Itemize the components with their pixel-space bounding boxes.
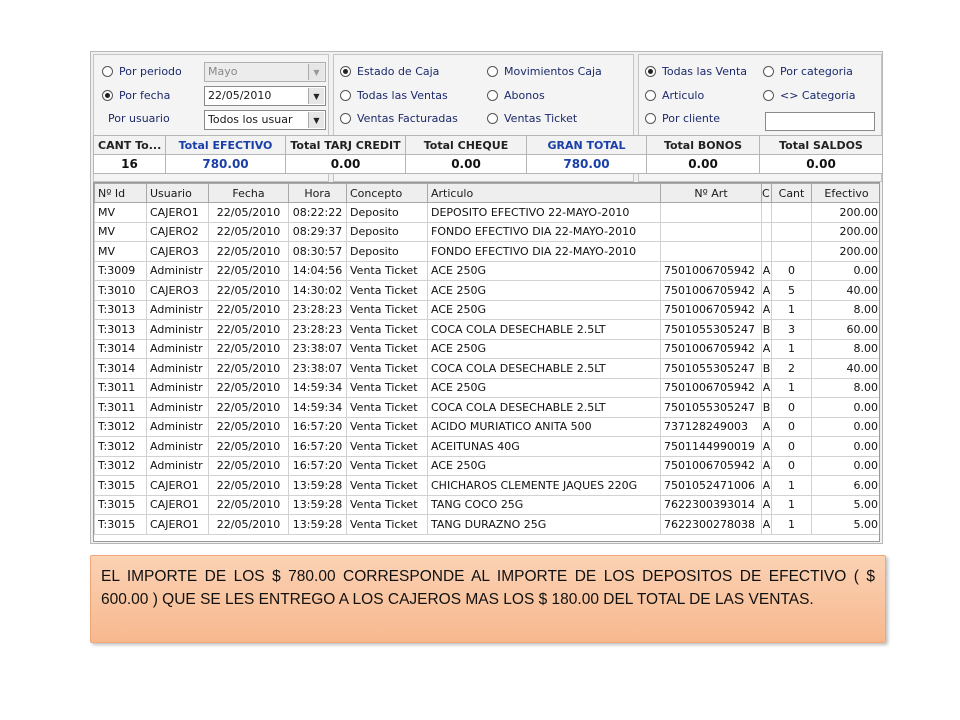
cell-c: B: [762, 359, 772, 379]
cell-id: T:3015: [95, 515, 147, 535]
cell-usuario: Administr: [147, 378, 209, 398]
cell-c: A: [762, 495, 772, 515]
cell-num-art: 7501006705942: [661, 339, 762, 359]
cell-id: MV: [95, 222, 147, 242]
cell-fecha: 22/05/2010: [209, 339, 289, 359]
cell-hora: 14:59:34: [289, 398, 347, 418]
col-header-cant[interactable]: Cant: [772, 184, 812, 203]
cell-cant: 1: [772, 339, 812, 359]
cell-cant: 1: [772, 495, 812, 515]
radio-circle-icon: [645, 113, 656, 124]
radio-circle-icon: [340, 90, 351, 101]
cell-hora: 13:59:28: [289, 515, 347, 535]
cell-cant: 0: [772, 417, 812, 437]
radio-ventas-ticket[interactable]: [487, 112, 577, 125]
radio-selected-icon: [340, 66, 351, 77]
cell-hora: 16:57:20: [289, 456, 347, 476]
total-tarjeta-value: 0.00: [286, 155, 406, 174]
grid-body: [95, 203, 881, 535]
radio-circle-icon: [487, 90, 498, 101]
cell-fecha: 22/05/2010: [209, 437, 289, 457]
radio-label: Por cliente: [662, 112, 720, 125]
cell-hora: 08:22:22: [289, 203, 347, 223]
cell-id: MV: [95, 203, 147, 223]
table-row[interactable]: [95, 515, 881, 535]
cell-c: A: [762, 339, 772, 359]
cell-efectivo: 8.00: [812, 378, 881, 398]
cell-articulo: COCA COLA DESECHABLE 2.5LT: [428, 359, 661, 379]
cell-efectivo: 60.00: [812, 320, 881, 340]
radio-label: Ventas Ticket: [504, 112, 578, 125]
cell-fecha: 22/05/2010: [209, 281, 289, 301]
cell-id: T:3010: [95, 281, 147, 301]
cell-hora: 16:57:20: [289, 417, 347, 437]
cell-concepto: Deposito: [347, 242, 428, 262]
cell-num-art: 7501055305247: [661, 320, 762, 340]
cell-cant: 1: [772, 515, 812, 535]
cell-hora: 08:29:37: [289, 222, 347, 242]
cell-cant: [772, 222, 812, 242]
cell-hora: 16:57:20: [289, 437, 347, 457]
cell-c: A: [762, 476, 772, 496]
radio-label: Por categoria: [780, 65, 853, 78]
cell-cant: [772, 203, 812, 223]
cell-articulo: CHICHAROS CLEMENTE JAQUES 220G: [428, 476, 661, 496]
radio-movimientos-caja[interactable]: [487, 65, 602, 78]
total-saldos-value: 0.00: [760, 155, 883, 174]
cell-fecha: 22/05/2010: [209, 515, 289, 535]
cell-articulo: COCA COLA DESECHABLE 2.5LT: [428, 398, 661, 418]
total-bonos-header: Total BONOS: [647, 136, 760, 155]
cell-id: MV: [95, 242, 147, 262]
cell-c: [762, 242, 772, 262]
cell-c: A: [762, 515, 772, 535]
cell-fecha: 22/05/2010: [209, 476, 289, 496]
cell-c: B: [762, 320, 772, 340]
gran-total-header: GRAN TOTAL: [527, 136, 647, 155]
col-header-id[interactable]: Nº Id: [95, 184, 147, 203]
radio-estado-caja[interactable]: [340, 65, 439, 78]
cell-num-art: 7501052471006: [661, 476, 762, 496]
cell-concepto: Venta Ticket: [347, 456, 428, 476]
col-header-articulo[interactable]: Articulo: [428, 184, 661, 203]
cell-efectivo: 0.00: [812, 417, 881, 437]
radio-todas-las-ventas[interactable]: [645, 65, 761, 78]
cell-hora: 14:30:02: [289, 281, 347, 301]
cell-usuario: CAJERO1: [147, 495, 209, 515]
cell-articulo: FONDO EFECTIVO DIA 22-MAYO-2010: [428, 242, 661, 262]
radio-label: Todas las Venta: [662, 65, 748, 78]
total-count-header: CANT To...: [94, 136, 166, 155]
total-efectivo-value: 780.00: [166, 155, 286, 174]
cell-fecha: 22/05/2010: [209, 495, 289, 515]
radio-todas-ventas[interactable]: [340, 89, 448, 102]
cell-c: A: [762, 437, 772, 457]
cell-fecha: 22/05/2010: [209, 320, 289, 340]
cell-fecha: 22/05/2010: [209, 261, 289, 281]
cell-num-art: 7501055305247: [661, 398, 762, 418]
radio-articulo[interactable]: [645, 89, 704, 102]
table-row[interactable]: [95, 281, 881, 301]
radio-circle-icon: [763, 90, 774, 101]
table-row[interactable]: [95, 476, 881, 496]
table-row[interactable]: [95, 242, 881, 262]
gran-total-value: 780.00: [527, 155, 647, 174]
cell-cant: [772, 242, 812, 262]
radio-circle-icon: [340, 113, 351, 124]
radio-circle-icon: [763, 66, 774, 77]
fecha-value: 22/05/2010: [208, 89, 272, 102]
cell-cant: 0: [772, 456, 812, 476]
table-row[interactable]: [95, 339, 881, 359]
cell-cant: 3: [772, 320, 812, 340]
chevron-down-icon[interactable]: ▼: [308, 64, 324, 80]
chevron-down-icon[interactable]: ▼: [308, 112, 324, 128]
cell-concepto: Venta Ticket: [347, 300, 428, 320]
cell-concepto: Venta Ticket: [347, 476, 428, 496]
cell-hora: 23:28:23: [289, 320, 347, 340]
radio-label: Ventas Facturadas: [357, 112, 458, 125]
cell-num-art: 7501006705942: [661, 300, 762, 320]
cell-concepto: Venta Ticket: [347, 437, 428, 457]
cell-usuario: Administr: [147, 437, 209, 457]
cell-efectivo: 0.00: [812, 456, 881, 476]
movements-grid[interactable]: [93, 182, 880, 542]
total-count-value: 16: [94, 155, 166, 174]
table-row[interactable]: [95, 320, 881, 340]
cell-concepto: Venta Ticket: [347, 261, 428, 281]
radio-label: Abonos: [504, 89, 545, 102]
total-efectivo-header: Total EFECTIVO: [166, 136, 286, 155]
cell-concepto: Venta Ticket: [347, 515, 428, 535]
cliente-input[interactable]: [765, 112, 875, 131]
cell-id: T:3013: [95, 320, 147, 340]
total-tarjeta-header: Total TARJ CREDIT: [286, 136, 406, 155]
radio-por-fecha[interactable]: [102, 89, 170, 102]
periodo-select[interactable]: [204, 62, 326, 82]
cell-usuario: Administr: [147, 456, 209, 476]
table-row[interactable]: [95, 398, 881, 418]
cell-id: T:3012: [95, 437, 147, 457]
cell-num-art: 7501006705942: [661, 281, 762, 301]
cell-hora: 14:04:56: [289, 261, 347, 281]
cell-usuario: Administr: [147, 398, 209, 418]
cell-fecha: 22/05/2010: [209, 300, 289, 320]
cell-c: [762, 222, 772, 242]
cell-fecha: 22/05/2010: [209, 359, 289, 379]
cell-num-art: 7501006705942: [661, 456, 762, 476]
table-row[interactable]: [95, 300, 881, 320]
cell-id: T:3011: [95, 378, 147, 398]
cell-concepto: Venta Ticket: [347, 339, 428, 359]
cell-articulo: TANG DURAZNO 25G: [428, 515, 661, 535]
cell-num-art: 7501055305247: [661, 359, 762, 379]
cell-articulo: ACE 250G: [428, 456, 661, 476]
cell-id: T:3013: [95, 300, 147, 320]
cell-hora: 14:59:34: [289, 378, 347, 398]
cell-efectivo: 6.00: [812, 476, 881, 496]
total-cheque-value: 0.00: [406, 155, 527, 174]
cell-cant: 1: [772, 378, 812, 398]
cell-cant: 0: [772, 398, 812, 418]
cell-c: A: [762, 261, 772, 281]
cell-usuario: CAJERO1: [147, 515, 209, 535]
cell-num-art: 7622300393014: [661, 495, 762, 515]
total-saldos-header: Total SALDOS: [760, 136, 883, 155]
cell-cant: 0: [772, 261, 812, 281]
cell-concepto: Venta Ticket: [347, 359, 428, 379]
cell-fecha: 22/05/2010: [209, 417, 289, 437]
cell-num-art: [661, 203, 762, 223]
radio-circle-icon: [487, 113, 498, 124]
cell-concepto: Deposito: [347, 203, 428, 223]
cell-num-art: 737128249003: [661, 417, 762, 437]
cell-concepto: Venta Ticket: [347, 417, 428, 437]
cell-articulo: TANG COCO 25G: [428, 495, 661, 515]
totals-summary: [93, 135, 882, 177]
radio-circle-icon: [102, 66, 113, 77]
radio-label: <> Categoria: [780, 89, 856, 102]
cell-cant: 1: [772, 300, 812, 320]
radio-label: Por fecha: [119, 89, 171, 102]
cell-cant: 5: [772, 281, 812, 301]
col-header-usuario[interactable]: Usuario: [147, 184, 209, 203]
cell-c: [762, 203, 772, 223]
cell-fecha: 22/05/2010: [209, 242, 289, 262]
cell-efectivo: 0.00: [812, 437, 881, 457]
cell-cant: 1: [772, 476, 812, 496]
cell-num-art: 7501144990019: [661, 437, 762, 457]
cell-id: T:3014: [95, 359, 147, 379]
cell-id: T:3015: [95, 495, 147, 515]
cell-usuario: CAJERO1: [147, 203, 209, 223]
cell-articulo: ACIDO MURIATICO ANITA 500: [428, 417, 661, 437]
table-row[interactable]: [95, 359, 881, 379]
radio-label: Todas las Ventas: [357, 89, 448, 102]
cell-articulo: ACE 250G: [428, 281, 661, 301]
fecha-select[interactable]: [204, 86, 326, 106]
cell-articulo: ACE 250G: [428, 300, 661, 320]
cell-num-art: [661, 242, 762, 262]
radio-circle-icon: [645, 90, 656, 101]
table-row[interactable]: [95, 437, 881, 457]
radio-selected-icon: [645, 66, 656, 77]
usuario-label-text: Por usuario: [108, 112, 170, 125]
total-cheque-header: Total CHEQUE: [406, 136, 527, 155]
cell-efectivo: 200.00: [812, 242, 881, 262]
periodo-value: Mayo: [208, 65, 238, 78]
cell-efectivo: 5.00: [812, 495, 881, 515]
chevron-down-icon[interactable]: ▼: [308, 88, 324, 104]
cell-efectivo: 0.00: [812, 261, 881, 281]
cell-usuario: Administr: [147, 261, 209, 281]
cell-cant: 0: [772, 437, 812, 457]
cash-report-window: [90, 51, 883, 544]
cell-concepto: Venta Ticket: [347, 378, 428, 398]
cell-id: T:3011: [95, 398, 147, 418]
col-header-concepto[interactable]: Concepto: [347, 184, 428, 203]
cell-articulo: ACE 250G: [428, 339, 661, 359]
cell-concepto: Venta Ticket: [347, 320, 428, 340]
table-row[interactable]: [95, 222, 881, 242]
cell-efectivo: 40.00: [812, 359, 881, 379]
cell-id: T:3009: [95, 261, 147, 281]
cell-fecha: 22/05/2010: [209, 222, 289, 242]
cell-hora: 23:38:07: [289, 339, 347, 359]
cell-cant: 2: [772, 359, 812, 379]
cell-c: A: [762, 281, 772, 301]
table-row[interactable]: [95, 456, 881, 476]
cell-c: A: [762, 300, 772, 320]
cell-efectivo: 8.00: [812, 339, 881, 359]
cell-num-art: 7501006705942: [661, 378, 762, 398]
col-header-num-art[interactable]: Nº Art: [661, 184, 762, 203]
radio-label: Movimientos Caja: [504, 65, 602, 78]
cell-efectivo: 8.00: [812, 300, 881, 320]
radio-abonos[interactable]: [487, 89, 545, 102]
grid-header-row: [95, 184, 881, 203]
cell-fecha: 22/05/2010: [209, 378, 289, 398]
cell-usuario: Administr: [147, 417, 209, 437]
table-row[interactable]: [95, 261, 881, 281]
cell-articulo: COCA COLA DESECHABLE 2.5LT: [428, 320, 661, 340]
radio-label: Estado de Caja: [357, 65, 440, 78]
cell-hora: 08:30:57: [289, 242, 347, 262]
cell-concepto: Venta Ticket: [347, 495, 428, 515]
radio-ventas-facturadas[interactable]: [340, 112, 458, 125]
table-row[interactable]: [95, 378, 881, 398]
cell-usuario: CAJERO3: [147, 242, 209, 262]
usuario-value: Todos los usuar: [208, 113, 293, 126]
explanation-note: EL IMPORTE DE LOS $ 780.00 CORRESPONDE AL IMPORTE DE LOS DEPOSITOS DE EFECTIVO ( $ 600.00 ) QUE SE LES ENTREGO A LOS CAJEROS MAS LOS $ 180.00 DEL TOTAL DE LAS VENTAS.: [90, 555, 886, 643]
cell-concepto: Deposito: [347, 222, 428, 242]
cell-c: A: [762, 417, 772, 437]
col-header-hora[interactable]: Hora: [289, 184, 347, 203]
radio-selected-icon: [102, 90, 113, 101]
cell-id: T:3014: [95, 339, 147, 359]
col-header-c[interactable]: C: [762, 184, 772, 203]
cell-c: A: [762, 378, 772, 398]
cell-concepto: Venta Ticket: [347, 398, 428, 418]
cell-id: T:3015: [95, 476, 147, 496]
cell-usuario: Administr: [147, 320, 209, 340]
cell-num-art: 7501006705942: [661, 261, 762, 281]
cell-usuario: Administr: [147, 300, 209, 320]
radio-por-cliente[interactable]: [645, 112, 720, 125]
usuario-select[interactable]: [204, 110, 326, 130]
cell-usuario: CAJERO3: [147, 281, 209, 301]
table-row[interactable]: [95, 203, 881, 223]
cell-articulo: ACE 250G: [428, 261, 661, 281]
cell-efectivo: 200.00: [812, 222, 881, 242]
cell-articulo: ACE 250G: [428, 378, 661, 398]
cell-hora: 13:59:28: [289, 476, 347, 496]
radio-label: Por periodo: [119, 65, 182, 78]
cell-fecha: 22/05/2010: [209, 203, 289, 223]
table-row[interactable]: [95, 495, 881, 515]
cell-hora: 23:28:23: [289, 300, 347, 320]
radio-distinto-categoria[interactable]: [763, 89, 855, 102]
cell-efectivo: 0.00: [812, 398, 881, 418]
radio-por-periodo[interactable]: [102, 65, 182, 78]
cell-fecha: 22/05/2010: [209, 398, 289, 418]
cell-usuario: Administr: [147, 339, 209, 359]
cell-articulo: FONDO EFECTIVO DIA 22-MAYO-2010: [428, 222, 661, 242]
cell-id: T:3012: [95, 456, 147, 476]
cell-concepto: Venta Ticket: [347, 281, 428, 301]
cell-hora: 13:59:28: [289, 495, 347, 515]
cell-articulo: ACEITUNAS 40G: [428, 437, 661, 457]
cell-usuario: Administr: [147, 359, 209, 379]
cell-articulo: DEPOSITO EFECTIVO 22-MAYO-2010: [428, 203, 661, 223]
cell-fecha: 22/05/2010: [209, 456, 289, 476]
usuario-label: [108, 112, 170, 125]
cell-c: B: [762, 398, 772, 418]
cell-efectivo: 5.00: [812, 515, 881, 535]
cell-usuario: CAJERO1: [147, 476, 209, 496]
cell-id: T:3012: [95, 417, 147, 437]
cell-efectivo: 40.00: [812, 281, 881, 301]
radio-label: Articulo: [662, 89, 705, 102]
radio-circle-icon: [487, 66, 498, 77]
table-row[interactable]: [95, 417, 881, 437]
radio-por-categoria[interactable]: [763, 65, 853, 78]
cell-num-art: 7622300278038: [661, 515, 762, 535]
cell-hora: 23:38:07: [289, 359, 347, 379]
cell-efectivo: 200.00: [812, 203, 881, 223]
col-header-fecha[interactable]: Fecha: [209, 184, 289, 203]
cell-num-art: [661, 222, 762, 242]
cell-usuario: CAJERO2: [147, 222, 209, 242]
total-bonos-value: 0.00: [647, 155, 760, 174]
cell-c: A: [762, 456, 772, 476]
col-header-efectivo[interactable]: Efectivo: [812, 184, 881, 203]
